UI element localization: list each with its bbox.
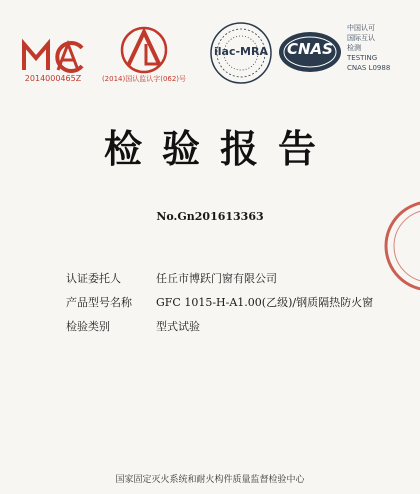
field-label: 检验类别 [66,320,110,333]
field-value: GFC 1015-H-A1.00(乙级)/钢质隔热防火窗 [156,296,374,309]
report-fields [66,266,373,338]
field-value: 任丘市博跃门窗有限公司 [156,272,277,285]
field-category [66,314,373,338]
field-value: 型式试验 [156,320,200,333]
cma-code: 2014000465Z [24,74,82,83]
report-title: 检验报告 [103,126,336,171]
cal-caption: (2014)国认监认字(062)号 [101,75,187,83]
cma-logo [18,36,88,76]
seal-stamp-icon [382,198,420,294]
cnas-caption-line: 国际互认 [347,34,375,42]
cnas-caption-line: 中国认可 [347,24,375,32]
cal-logo [114,24,174,80]
issuing-organization: 国家固定灭火系统和耐火构件质量监督检验中心 [115,475,305,485]
field-product [66,290,373,314]
field-label: 产品型号名称 [66,296,132,309]
cnas-caption-line: 检测 [347,44,361,52]
report-number: No.Gn201613363 [156,210,264,223]
cnas-text: CNAS [287,40,333,58]
field-label: 认证委托人 [66,272,121,285]
cnas-caption [347,23,390,73]
ilac-mra-text: ilac-MRA [214,45,268,58]
field-client [66,266,373,290]
cnas-caption-line: CNAS L0988 [347,64,391,72]
cnas-caption-line: TESTING [347,54,378,62]
